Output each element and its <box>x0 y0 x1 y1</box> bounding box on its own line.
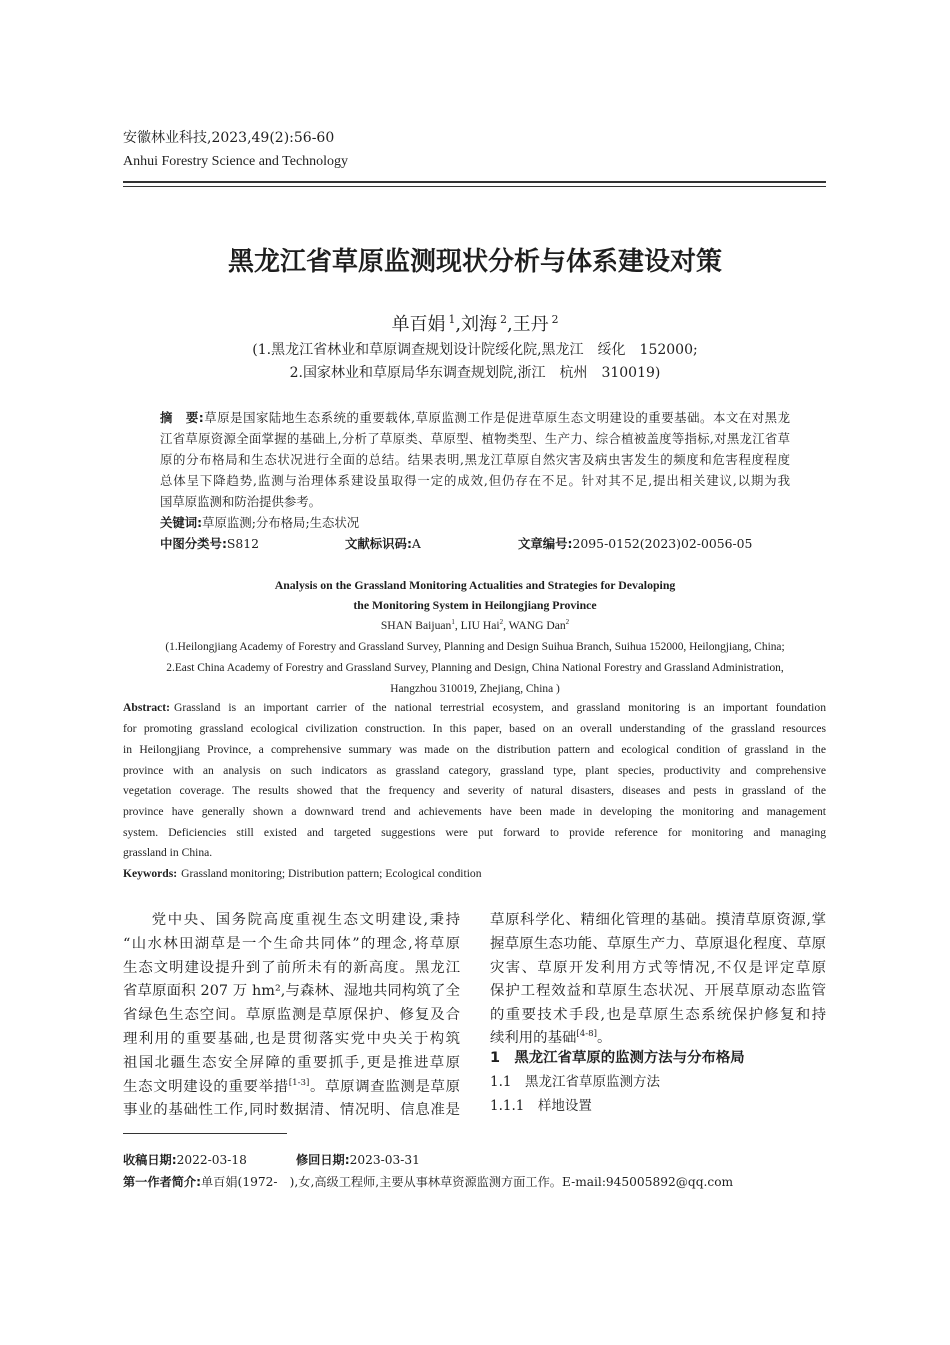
author-name: ,刘海 <box>455 314 498 335</box>
affiliation-line: (1.黑龙江省林业和草原调查规划设计院绥化院,黑龙江 绥化 152000; <box>252 342 698 358</box>
abstract-en-line: vegetation coverage. The results showed that the frequency and severity of natural disasters, diseases and pests in grassland of the <box>123 784 826 797</box>
citation-mark: [4-8] <box>576 1029 597 1040</box>
document-code-label: 文献标识码: <box>345 536 412 551</box>
journal-citation: 安徽林业科技,2023,49(2):56-60 <box>123 130 335 146</box>
body-left-line: 省草原面积 207 万 hm²,与森林、湿地共同构筑了全 <box>123 983 460 999</box>
article-number <box>518 534 752 554</box>
abstract-cn-label: 摘 要: <box>160 410 204 425</box>
revised-date-label: 修回日期: <box>296 1153 350 1167</box>
author-affiliation-mark: 1 <box>448 313 456 326</box>
author-name-en: , WANG Dan <box>503 619 566 632</box>
first-author-bio <box>123 1173 733 1191</box>
abstract-en-line: province with an analysis on such indicators as grassland category, grassland type, plant species, productivity and comprehensive <box>123 764 826 777</box>
abstract-en-line: grassland in China. <box>123 846 213 859</box>
keywords-cn-label: 关键词: <box>160 515 203 530</box>
body-text: 续利用的基础 <box>490 1030 577 1046</box>
received-date-value: 2022-03-18 <box>176 1153 247 1167</box>
section-heading-1-1: 1.1 黑龙江省草原监测方法 <box>490 1074 660 1090</box>
first-author-bio-text: 单百娟(1972- ),女,高级工程师,主要从事林草资源监测方面工作。E-mail:945005892@qq.com <box>201 1175 734 1189</box>
article-number-label: 文章编号: <box>518 536 573 551</box>
author-affiliation-mark: 1 <box>451 618 455 627</box>
clc-label: 中图分类号: <box>160 536 227 551</box>
clc-number <box>160 534 259 554</box>
abstract-en-line: for promoting grassland ecological civilization construction. In this paper, based on an overall understanding of the grassland resources <box>123 722 826 735</box>
author-name: ,王丹 <box>506 314 549 335</box>
body-right-line: 灾害、草原开发利用方式等情况,不仅是评定草原 <box>490 960 826 976</box>
author-name-en: , LIU Hai <box>454 619 500 632</box>
body-left-line: 党中央、国务院高度重视生态文明建设,秉持 <box>151 912 460 928</box>
abstract-cn-line: 江省草原资源全面掌握的基础上,分析了草原类、草原型、植物类型、生产力、综合植被盖度等指标,对黑龙江省草 <box>160 431 790 446</box>
body-text: 。 <box>596 1030 612 1046</box>
keywords-en-label: Keywords: <box>123 867 178 880</box>
body-left-line: “山水林田湖草是一个生命共同体”的理念,将草原 <box>123 936 460 952</box>
clc-value: S812 <box>226 536 260 551</box>
document-code <box>345 534 421 554</box>
abstract-en-text: Grassland is an important carrier of the national terrestrial ecosystem, and grassland monitoring is an important foundation <box>174 701 826 714</box>
document-code-value: A <box>411 536 421 551</box>
section-heading-1: 1 黑龙江省草原的监测方法与分布格局 <box>490 1050 745 1066</box>
header-double-rule <box>123 181 826 187</box>
body-right-line: 的重要技术手段,也是草原生态系统保护修复和持 <box>490 1007 826 1023</box>
abstract-cn-line: 总体呈下降趋势,监测与治理体系建设虽取得一定的成效,但仍存在不足。针对其不足,提出相关建议,以期为我 <box>160 473 790 488</box>
author-list <box>0 313 950 337</box>
body-text: 。草原调查监测是草原 <box>309 1079 460 1095</box>
abstract-en-line: province have generally shown a downward trend and achievements have been made in developing the monitoring and management <box>123 805 826 818</box>
keywords-en <box>123 865 826 883</box>
abstract-en-line: in Heilongjiang Province, a comprehensive summary was made on the distribution pattern and ecological condition of grassland in the <box>123 743 826 756</box>
body-left-line <box>123 1075 460 1099</box>
abstract-en-label: Abstract: <box>123 701 171 714</box>
author-affiliation-mark: 2 <box>499 618 504 627</box>
abstract-en-line <box>123 699 826 717</box>
abstract-cn-line <box>160 408 790 428</box>
affiliation-en-line: 2.East China Academy of Forestry and Grassland Survey, Planning and Design, China National Forestry and Grassland Administration, <box>166 662 784 674</box>
first-author-bio-label: 第一作者简介: <box>123 1175 201 1189</box>
author-name: 单百娟 <box>391 314 446 335</box>
title-en-line: the Monitoring System in Heilongjiang Province <box>353 598 597 612</box>
body-text: 生态文明建设的重要举措 <box>123 1079 289 1095</box>
received-date-label: 收稿日期: <box>123 1153 177 1167</box>
author-affiliation-mark: 2 <box>565 618 570 627</box>
journal-name-en: Anhui Forestry Science and Technology <box>123 154 349 169</box>
keywords-cn <box>160 513 359 533</box>
author-affiliation-mark: 2 <box>500 313 507 326</box>
abstract-en-line: system. Deficiencies still existed and targeted suggestions were put forward to provide reference for monitoring and managing <box>123 826 826 839</box>
abstract-cn-line: 原的分布格局和生态状况进行全面的总结。结果表明,黑龙江草原自然灾害及病虫害发生的频度和危害程度程度 <box>160 452 790 467</box>
affiliation-en-line: Hangzhou 310019, Zhejiang, China ) <box>390 683 560 695</box>
revised-date <box>296 1151 420 1169</box>
affiliation-en-line: (1.Heilongjiang Academy of Forestry and Grassland Survey, Planning and Design Suihua Branch, Suihua 152000, Heilongjiang, China; <box>165 641 785 653</box>
abstract-cn-line: 国草原监测和防治提供参考。 <box>160 494 322 509</box>
keywords-cn-value: 草原监测;分布格局;生态状况 <box>202 515 360 530</box>
article-number-value: 2095-0152(2023)02-0056-05 <box>572 536 753 551</box>
body-left-line: 祖国北疆生态安全屏障的重要抓手,更是推进草原 <box>123 1055 460 1071</box>
body-left-line: 生态文明建设提升到了前所未有的新高度。黑龙江 <box>123 960 460 976</box>
body-left-line: 事业的基础性工作,同时数据清、情况明、信息准是 <box>123 1102 460 1118</box>
affiliation-line: 2.国家林业和草原局华东调查规划院,浙江 杭州 310019) <box>289 365 661 381</box>
keywords-en-value: Grassland monitoring; Distribution pattern; Ecological condition <box>181 867 482 880</box>
body-left-line: 理利用的重要基础,也是贯彻落实党中央关于构筑 <box>123 1031 460 1047</box>
revised-date-value: 2023-03-31 <box>349 1153 420 1167</box>
body-right-line: 草原科学化、精细化管理的基础。摸清草原资源,掌 <box>490 912 826 928</box>
abstract-cn-text: 草原是国家陆地生态系统的重要载体,草原监测工作是促进草原生态文明建设的重要基础。本文在对黑龙 <box>203 410 790 425</box>
body-right-line: 保护工程效益和草原生态状况、开展草原动态监管 <box>490 983 826 999</box>
received-date <box>123 1151 247 1169</box>
footnote-rule <box>123 1133 287 1134</box>
body-left-line: 省绿色生态空间。草原监测是草原保护、修复及合 <box>123 1007 460 1023</box>
citation-mark: [1-3] <box>288 1078 310 1089</box>
title-en-line: Analysis on the Grassland Monitoring Actualities and Strategies for Devaloping <box>274 578 676 592</box>
author-affiliation-mark: 2 <box>551 313 559 326</box>
author-list-en <box>0 617 950 635</box>
body-right-line: 握草原生态功能、草原生产力、草原退化程度、草原 <box>490 936 826 952</box>
paper-title: 黑龙江省草原监测现状分析与体系建设对策 <box>227 247 722 277</box>
section-heading-1-1-1: 1.1.1 样地设置 <box>490 1098 592 1114</box>
author-name-en: SHAN Baijuan <box>380 619 452 632</box>
